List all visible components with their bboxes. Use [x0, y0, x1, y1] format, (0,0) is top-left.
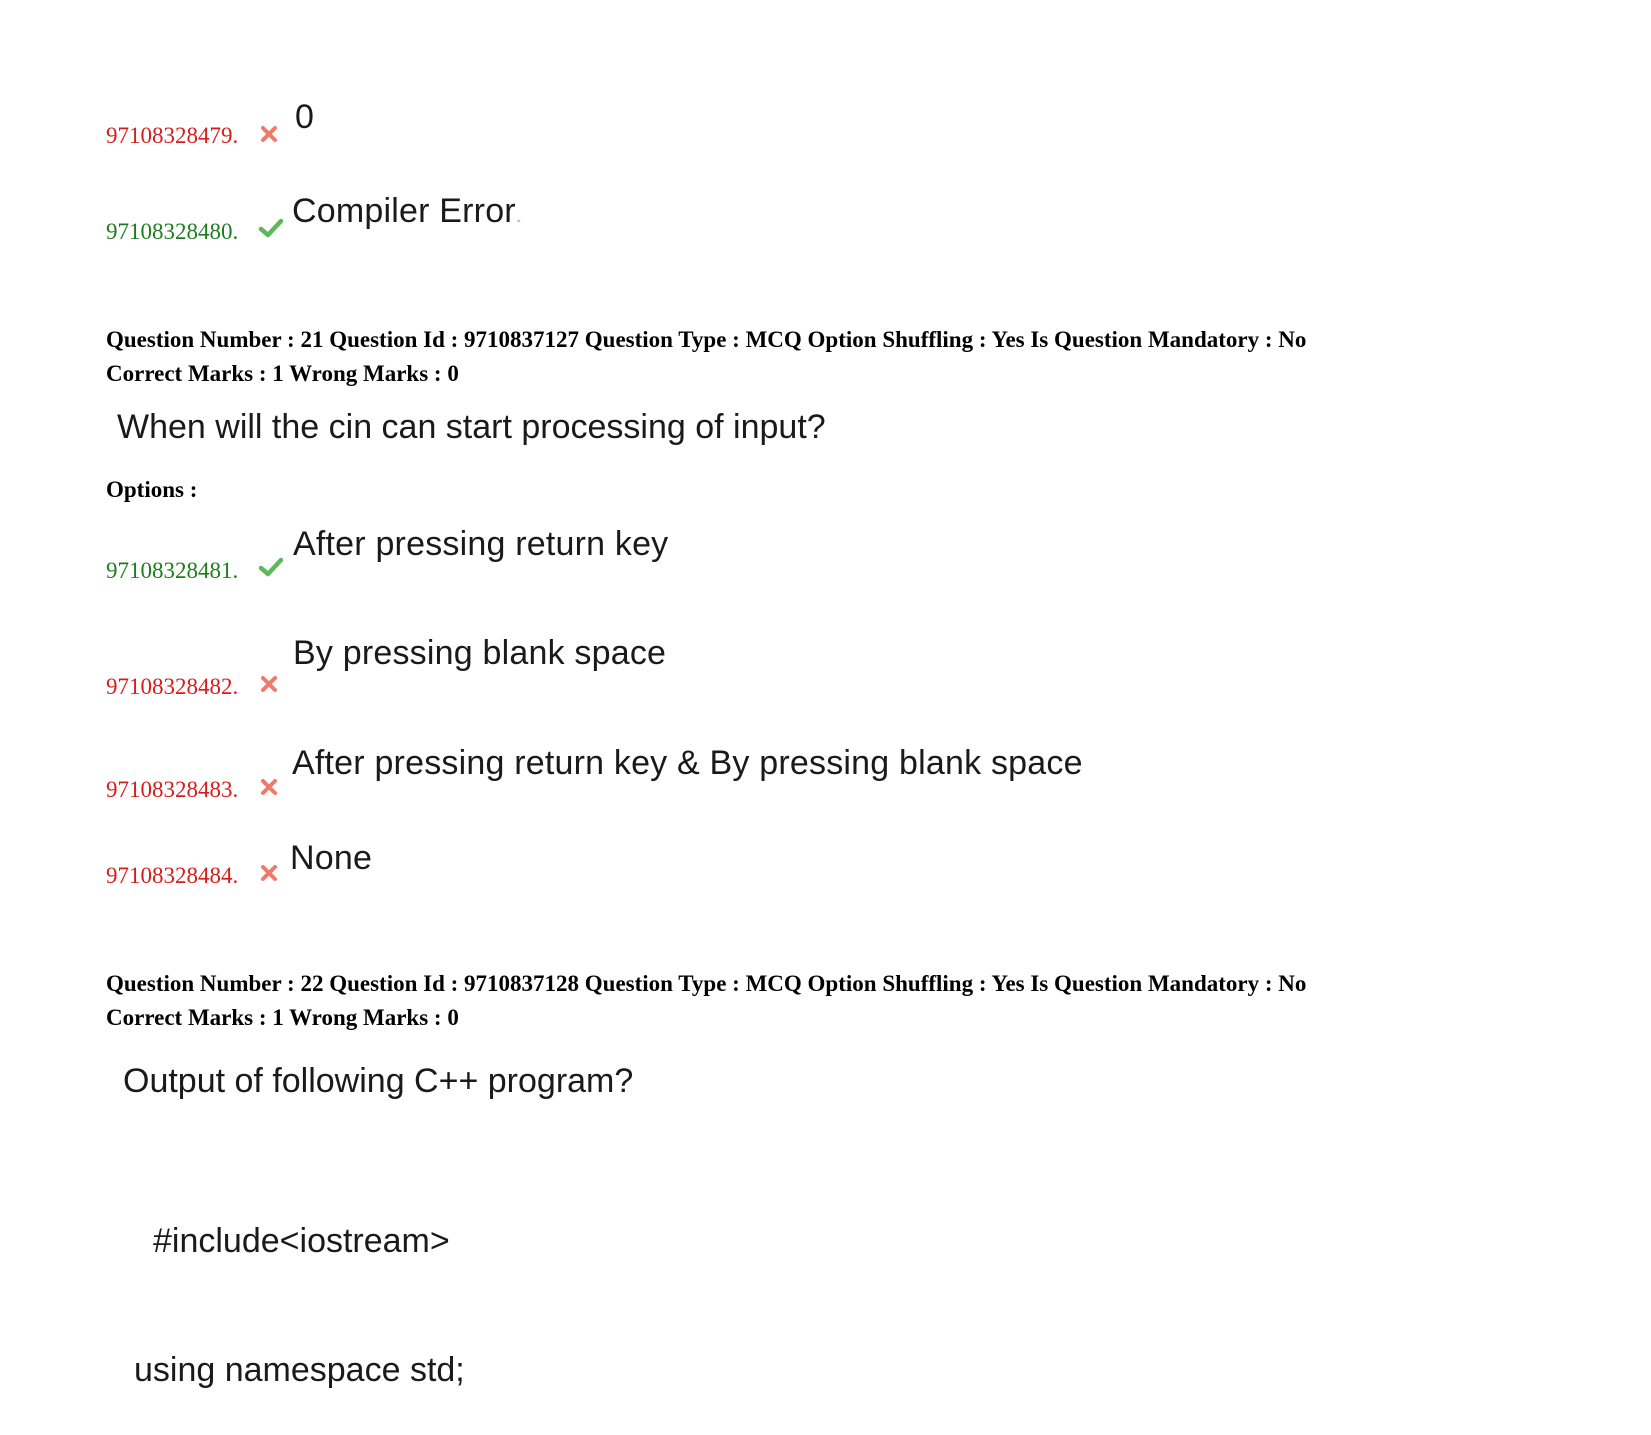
- question-meta-line2: Correct Marks : 1 Wrong Marks : 0: [106, 1005, 459, 1030]
- option-text: [292, 192, 522, 231]
- cross-icon: [259, 124, 279, 144]
- option-id: 97108328481.: [106, 558, 239, 583]
- option-text-value: Compiler Error: [292, 192, 516, 230]
- trailing-dot: .: [515, 205, 522, 227]
- option-text: After pressing return key: [293, 525, 669, 563]
- options-label: Options :: [106, 477, 198, 502]
- option-id: 97108328479.: [106, 123, 239, 148]
- question-text: When will the cin can start processing of input?: [117, 408, 826, 446]
- option-text: After pressing return key & By pressing blank space: [292, 744, 1083, 782]
- option-id: 97108328484.: [106, 863, 239, 888]
- question-text: Output of following C++ program?: [123, 1062, 634, 1100]
- check-icon: [258, 218, 284, 238]
- question-meta-line1: Question Number : 21 Question Id : 9710837127 Question Type : MCQ Option Shuffling : Yes Is Question Mandatory : No: [106, 327, 1307, 352]
- question-meta-line2: Correct Marks : 1 Wrong Marks : 0: [106, 361, 459, 386]
- option-id: 97108328482.: [106, 674, 239, 699]
- check-icon: [258, 557, 284, 577]
- code-line: using namespace std;: [134, 1351, 465, 1389]
- option-text: None: [290, 839, 373, 877]
- code-block: [134, 1134, 465, 1435]
- question-meta-line1: Question Number : 22 Question Id : 9710837128 Question Type : MCQ Option Shuffling : Yes Is Question Mandatory : No: [106, 971, 1307, 996]
- option-text: By pressing blank space: [293, 634, 667, 672]
- question-meta: [106, 967, 1306, 1035]
- question-meta: [106, 323, 1306, 391]
- option-text: 0: [295, 98, 315, 136]
- cross-icon: [259, 863, 279, 883]
- option-id: 97108328480.: [106, 219, 239, 244]
- option-id: 97108328483.: [106, 777, 239, 802]
- cross-icon: [259, 777, 279, 797]
- code-line: #include<iostream>: [153, 1222, 450, 1260]
- cross-icon: [259, 674, 279, 694]
